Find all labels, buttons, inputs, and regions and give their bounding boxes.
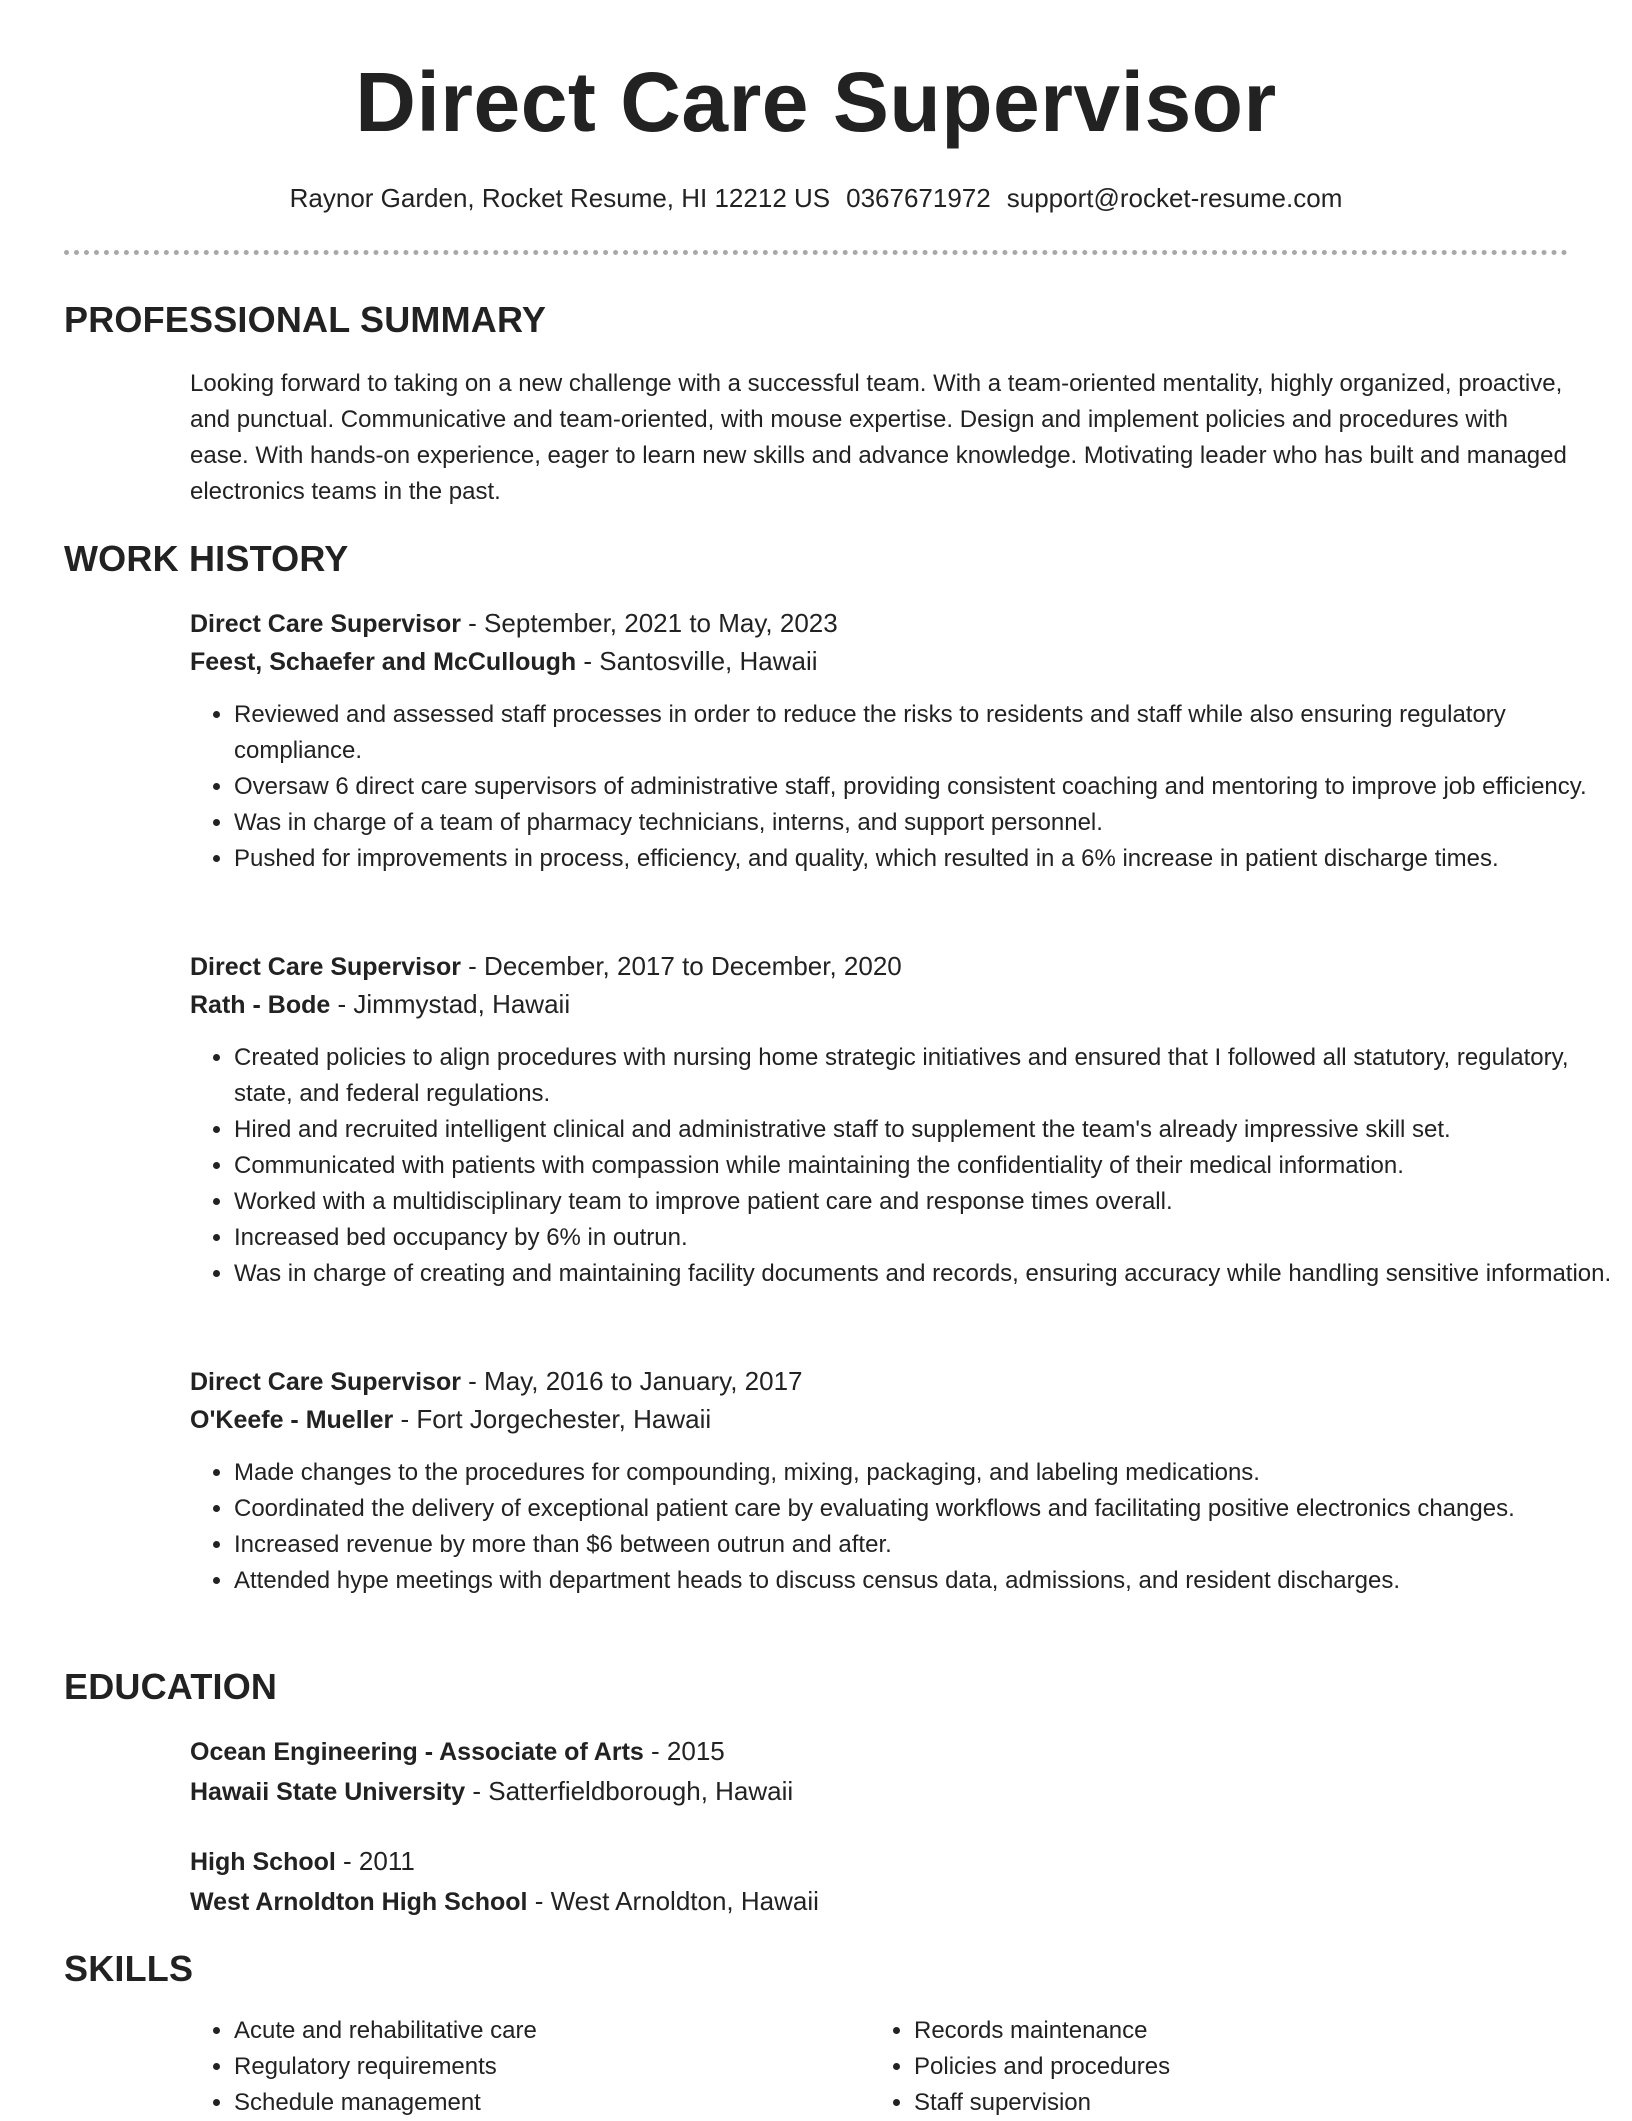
contact-email: support@rocket-resume.com	[1006, 183, 1343, 213]
education-2-degree-line	[190, 1842, 415, 1881]
job-2-role: Direct Care Supervisor	[190, 953, 461, 981]
job-2-company: Rath - Bode	[190, 991, 331, 1019]
job-1-bullets	[190, 697, 1614, 877]
list-item: • Records maintenance	[914, 2013, 1514, 2049]
list-item: • Regulatory requirements	[234, 2049, 834, 2085]
education-2-school: West Arnoldton High School	[190, 1888, 528, 1916]
education-2-school-line	[190, 1882, 819, 1921]
list-item: • Worked with a multidisciplinary team to improve patient care and response times overall.	[234, 1184, 1614, 1220]
list-item: • Staff supervision	[914, 2085, 1514, 2121]
contact-line	[0, 180, 1632, 216]
list-item: • Increased bed occupancy by 6% in outrun.	[234, 1220, 1614, 1256]
job-2-title-line	[190, 947, 902, 986]
list-item: • Pushed for improvements in process, efficiency, and quality, which resulted in a 6% increase in patient discharge times.	[234, 841, 1614, 877]
job-3-role: Direct Care Supervisor	[190, 1368, 461, 1396]
list-item: • Made changes to the procedures for compounding, mixing, packaging, and labeling medications.	[234, 1455, 1614, 1491]
summary-heading: PROFESSIONAL SUMMARY	[64, 299, 547, 340]
list-item: • Attended hype meetings with department heads to discuss census data, admissions, and resident discharges.	[234, 1563, 1614, 1599]
work-history-heading: WORK HISTORY	[64, 538, 349, 579]
summary-text: Looking forward to taking on a new challenge with a successful team. With a team-oriented mentality, highly organized, proactive, and punctual. Communicative and team-oriented, with mouse expertise. Design and implement policies and procedures with ease. With hands-on experience, eager to learn new skills and advance knowledge. Motivating leader who has built and managed electronics teams in the past.	[190, 370, 1567, 505]
job-1-location: - Santosville, Hawaii	[576, 646, 818, 676]
list-item: • Hired and recruited intelligent clinical and administrative staff to supplement the team's already impressive skill set.	[234, 1112, 1614, 1148]
list-item: • Was in charge of creating and maintaining facility documents and records, ensuring accuracy while handling sensitive information.	[234, 1256, 1614, 1292]
list-item: • Policies and procedures	[914, 2049, 1514, 2085]
education-2-year: - 2011	[335, 1846, 415, 1876]
job-1-company-line	[190, 642, 818, 681]
education-1-location: - Satterfieldborough, Hawaii	[465, 1776, 794, 1806]
education-1-year: - 2015	[643, 1736, 725, 1766]
job-1-company: Feest, Schaefer and McCullough	[190, 648, 577, 676]
job-3-company: O'Keefe - Mueller	[190, 1406, 394, 1434]
education-1-school: Hawaii State University	[190, 1778, 466, 1806]
education-1-degree: Ocean Engineering - Associate of Arts	[190, 1738, 644, 1766]
contact-address: Raynor Garden, Rocket Resume, HI 12212 US	[289, 183, 831, 213]
job-2-dates: - December, 2017 to December, 2020	[460, 951, 902, 981]
job-2-bullets	[190, 1040, 1614, 1292]
job-3-bullets	[190, 1455, 1614, 1599]
list-item: • Schedule management	[234, 2085, 834, 2121]
job-1-dates: - September, 2021 to May, 2023	[460, 608, 838, 638]
list-item: • Communicated with patients with compassion while maintaining the confidentiality of their medical information.	[234, 1148, 1614, 1184]
job-3-title-line	[190, 1362, 803, 1401]
skills-heading: SKILLS	[64, 1948, 194, 1989]
list-item: • Reviewed and assessed staff processes in order to reduce the risks to residents and staff while also ensuring regulatory compliance.	[234, 697, 1614, 769]
list-item: • Coordinated the delivery of exceptional patient care by evaluating workflows and facilitating positive electronics changes.	[234, 1491, 1614, 1527]
skills-right-column	[870, 2013, 1514, 2121]
header-divider	[64, 250, 1568, 255]
job-3-dates: - May, 2016 to January, 2017	[460, 1366, 803, 1396]
job-1-title-line	[190, 604, 838, 643]
job-1-role: Direct Care Supervisor	[190, 610, 461, 638]
job-2-location: - Jimmystad, Hawaii	[330, 989, 571, 1019]
education-1-degree-line	[190, 1732, 725, 1771]
candidate-name: Direct Care Supervisor	[355, 55, 1277, 149]
contact-phone: 0367671972	[846, 183, 991, 213]
education-1-school-line	[190, 1772, 793, 1811]
job-3-location: - Fort Jorgechester, Hawaii	[393, 1404, 712, 1434]
list-item: • Increased revenue by more than $6 between outrun and after.	[234, 1527, 1614, 1563]
job-2-company-line	[190, 985, 570, 1024]
list-item: • Was in charge of a team of pharmacy technicians, interns, and support personnel.	[234, 805, 1614, 841]
list-item: • Acute and rehabilitative care	[234, 2013, 834, 2049]
job-3-company-line	[190, 1400, 711, 1439]
education-heading: EDUCATION	[64, 1666, 278, 1707]
skills-left-column	[190, 2013, 834, 2121]
education-2-degree: High School	[190, 1848, 336, 1876]
list-item: • Created policies to align procedures with nursing home strategic initiatives and ensured that I followed all statutory, regulatory, state, and federal regulations.	[234, 1040, 1614, 1112]
education-2-location: - West Arnoldton, Hawaii	[527, 1886, 819, 1916]
list-item: • Oversaw 6 direct care supervisors of administrative staff, providing consistent coaching and mentoring to improve job efficiency.	[234, 769, 1614, 805]
